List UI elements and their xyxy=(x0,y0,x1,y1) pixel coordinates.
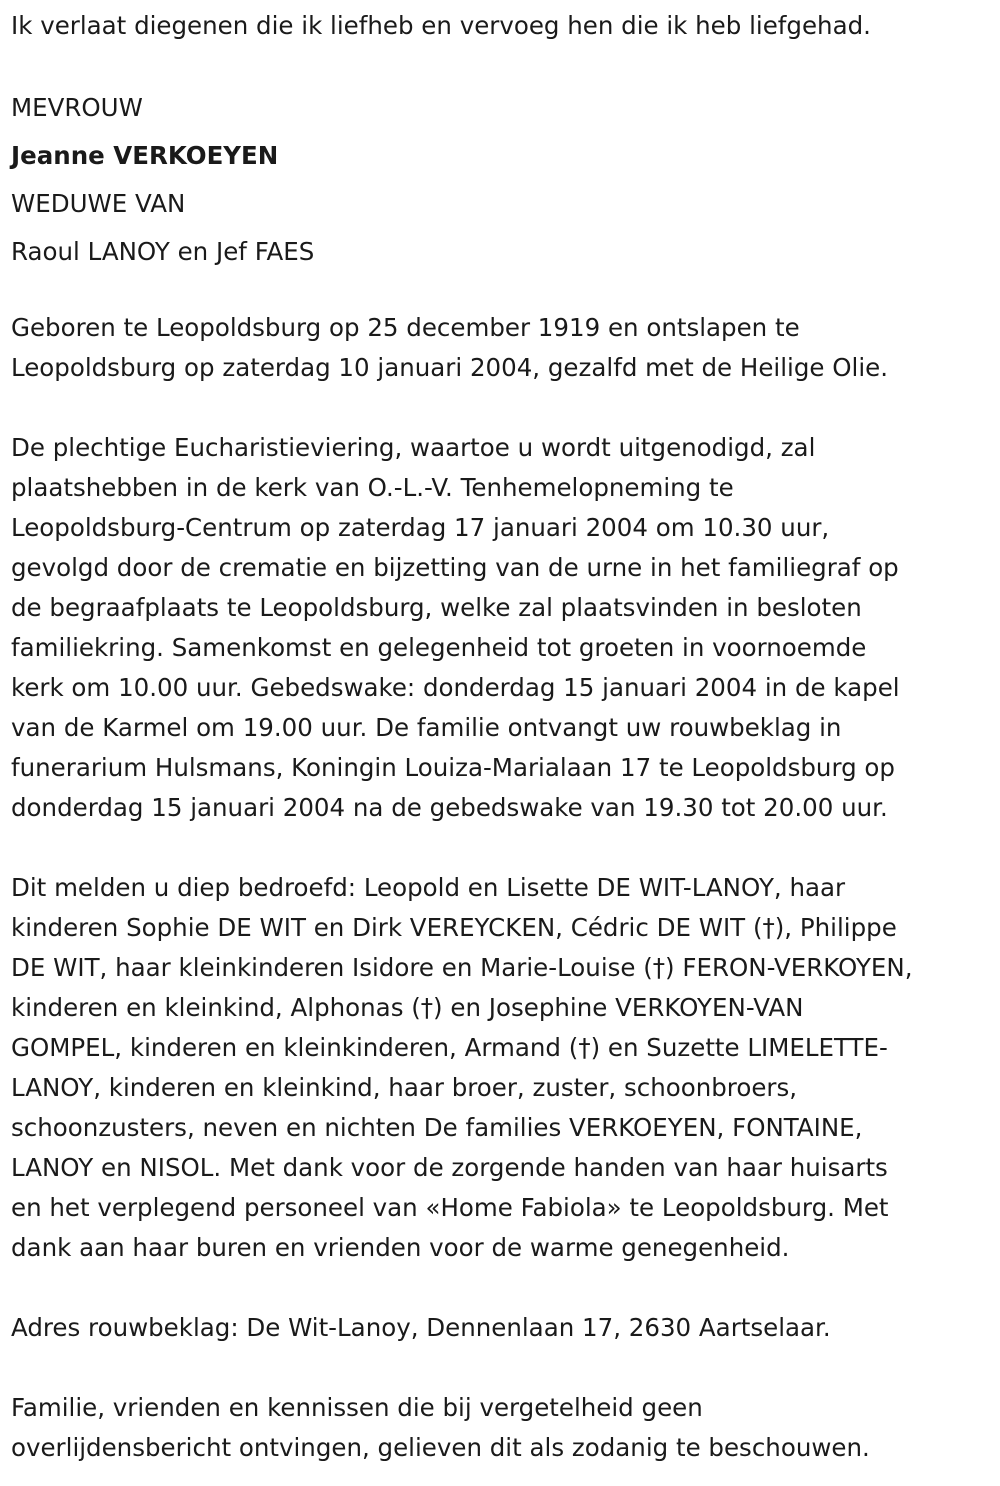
paragraph-line: en het verplegend personeel van «Home Fabiola» te Leopoldsburg. Met xyxy=(11,1193,889,1222)
address-paragraph xyxy=(11,1308,993,1348)
paragraph-line: LANOY, kinderen en kleinkind, haar broer, zuster, schoonbroers, xyxy=(11,1073,798,1102)
paragraph-line: schoonzusters, neven en nichten De families VERKOEYEN, FONTAINE, xyxy=(11,1113,863,1142)
paragraph-line: donderdag 15 januari 2004 na de gebedswake van 19.30 tot 20.00 uur. xyxy=(11,793,888,822)
paragraph-line: GOMPEL, kinderen en kleinkinderen, Armand (†) en Suzette LIMELETTE- xyxy=(11,1033,888,1062)
paragraph-line: plaatshebben in de kerk van O.-L.-V. Tenhemelopneming te xyxy=(11,473,734,502)
spouses: Raoul LANOY en Jef FAES xyxy=(11,237,315,266)
paragraph-line: Dit melden u diep bedroefd: Leopold en Lisette DE WIT-LANOY, haar xyxy=(11,873,846,902)
obituary-document xyxy=(11,4,993,1468)
paragraph-line: gevolgd door de crematie en bijzetting van de urne in het familiegraf op xyxy=(11,553,899,582)
paragraph-line: overlijdensbericht ontvingen, gelieven dit als zodanig te beschouwen. xyxy=(11,1433,870,1462)
address-line: Adres rouwbeklag: De Wit-Lanoy, Dennenlaan 17, 2630 Aartselaar. xyxy=(11,1313,831,1342)
deceased-name: Jeanne VERKOEYEN xyxy=(11,141,279,170)
paragraph-line: familiekring. Samenkomst en gelegenheid tot groeten in voornoemde xyxy=(11,633,867,662)
title-prefix: MEVROUW xyxy=(11,93,143,122)
announcement-paragraph xyxy=(11,868,993,1268)
closing-paragraph xyxy=(11,1388,993,1468)
paragraph-line: van de Karmel om 19.00 uur. De familie ontvangt uw rouwbeklag in xyxy=(11,713,842,742)
paragraph-line: Familie, vrienden en kennissen die bij vergetelheid geen xyxy=(11,1393,703,1422)
paragraph-line: dank aan haar buren en vrienden voor de warme genegenheid. xyxy=(11,1233,790,1262)
paragraph-line: kerk om 10.00 uur. Gebedswake: donderdag 15 januari 2004 in de kapel xyxy=(11,673,900,702)
motto: Ik verlaat diegenen die ik liefheb en vervoeg hen die ik heb liefgehad. xyxy=(11,11,871,40)
paragraph-line: kinderen en kleinkind, Alphonas (†) en Josephine VERKOYEN-VAN xyxy=(11,993,804,1022)
paragraph-line: kinderen Sophie DE WIT en Dirk VEREYCKEN, Cédric DE WIT (†), Philippe xyxy=(11,913,897,942)
paragraph-line: LANOY en NISOL. Met dank voor de zorgende handen van haar huisarts xyxy=(11,1153,888,1182)
paragraph-line: Leopoldsburg op zaterdag 10 januari 2004, gezalfd met de Heilige Olie. xyxy=(11,353,888,382)
birth-death-paragraph xyxy=(11,308,993,388)
paragraph-line: De plechtige Eucharistieviering, waartoe u wordt uitgenodigd, zal xyxy=(11,433,816,462)
widow-label: WEDUWE VAN xyxy=(11,189,186,218)
paragraph-line: DE WIT, haar kleinkinderen Isidore en Marie-Louise (†) FERON-VERKOYEN, xyxy=(11,953,913,982)
ceremony-paragraph xyxy=(11,428,993,828)
paragraph-line: Leopoldsburg-Centrum op zaterdag 17 januari 2004 om 10.30 uur, xyxy=(11,513,830,542)
paragraph-line: Geboren te Leopoldsburg op 25 december 1919 en ontslapen te xyxy=(11,313,800,342)
paragraph-line: de begraafplaats te Leopoldsburg, welke zal plaatsvinden in besloten xyxy=(11,593,862,622)
paragraph-line: funerarium Hulsmans, Koningin Louiza-Marialaan 17 te Leopoldsburg op xyxy=(11,753,895,782)
